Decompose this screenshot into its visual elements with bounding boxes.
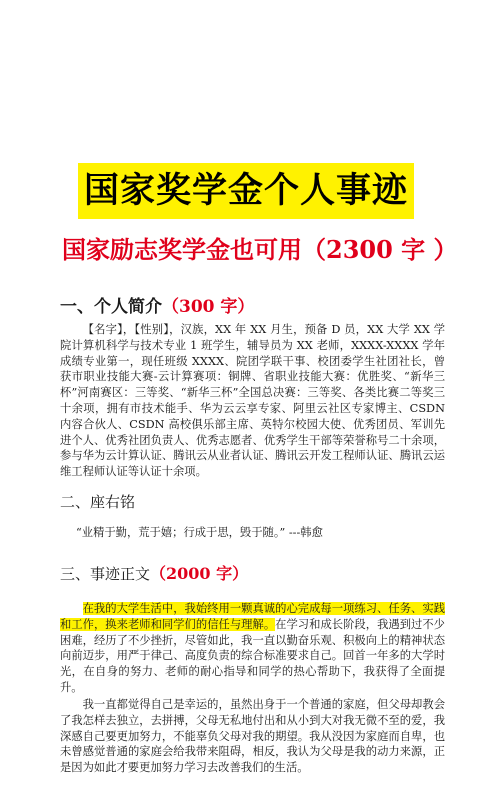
motto-quote: “业精于勤，荒于嬉；行成于思，毁于随。” ---韩愈 xyxy=(76,526,323,539)
section-intro-heading xyxy=(60,296,254,318)
intro-paragraph: 【名字】，【性别】，汉族，XX 年 XX 月生，预备 D 员，XX 大学 XX 学院计算机科学与技术专业 1 班学生，辅导员为 XX 老师，XXXX-XXXX 学年成绩专业第一，现任班级 XXXX、院团学联干事、校团委学生社团社长，曾获市职业技能大赛-云计算赛项：铜牌、省职业技能大赛：优胜奖、“新华三杯”河南赛区：三等奖、“新华三杯”全国总决赛：三等奖、各类比赛二等奖三十余项，拥有市技术能手、华为云云享专家、阿里云社区专家博主、CSDN 内容合伙人、CSDN 高校俱乐部主席、英特尔校园大使、优秀团员、军训先进个人、优秀社团负责人、优秀志愿者、优秀学生干部等荣誉称号二十余项，参与华为云计算认证、腾讯云从业者认证、腾讯云开发工程师认证、腾讯云运维工程师认证等认证十余项。 xyxy=(60,323,445,479)
section-deeds-word-count: （2000 字） xyxy=(150,564,249,583)
deeds-paragraph-1-rest: 在学习和成长阶段，我遇到过不少困难，经历了不少挫折，尽管如此，我一直以勤奋乐观、积极向上的精神状态向前迈步，用严于律己、高度负责的综合标准要求自己。回首一年多的大学时光，在自身的努力、老师的耐心指导和同学的热心帮助下，我获得了全面提升。 xyxy=(60,617,445,694)
section-intro-word-count: （300 字） xyxy=(162,297,255,317)
section-deeds-heading xyxy=(60,563,248,585)
section-motto-heading: 二、座右铭 xyxy=(60,493,136,511)
deeds-highlight: 在我的大学生活中，我始终用一颗真诚的心完成每一项练习、任务、实践和工作，换来老师和同学们的信任与理解。 xyxy=(60,602,445,631)
subtitle: 国家励志奖学金也可用（2300 字 ） xyxy=(62,235,458,264)
section-deeds-title: 三、事迹正文 xyxy=(60,565,151,583)
section-intro-title: 一、个人简介 xyxy=(60,297,162,317)
main-title: 国家奖学金个人事迹 xyxy=(78,163,414,219)
deeds-paragraph-2: 我一直都觉得自己是幸运的，虽然出身于一个普通的家庭，但父母却教会了我怎样去独立，去拼搏，父母无私地付出和从小到大对我无微不至的爱，我深感自己要更加努力，不能辜负父母对我的期望。我从没因为家庭而自卑，也未曾感觉普通的家庭会给我带来阻碍，相反，我认为父母是我的动力来源，正是因为如此才要更加努力学习去改善我们的生活。 xyxy=(60,698,445,775)
deeds-paragraph-1 xyxy=(60,601,445,696)
